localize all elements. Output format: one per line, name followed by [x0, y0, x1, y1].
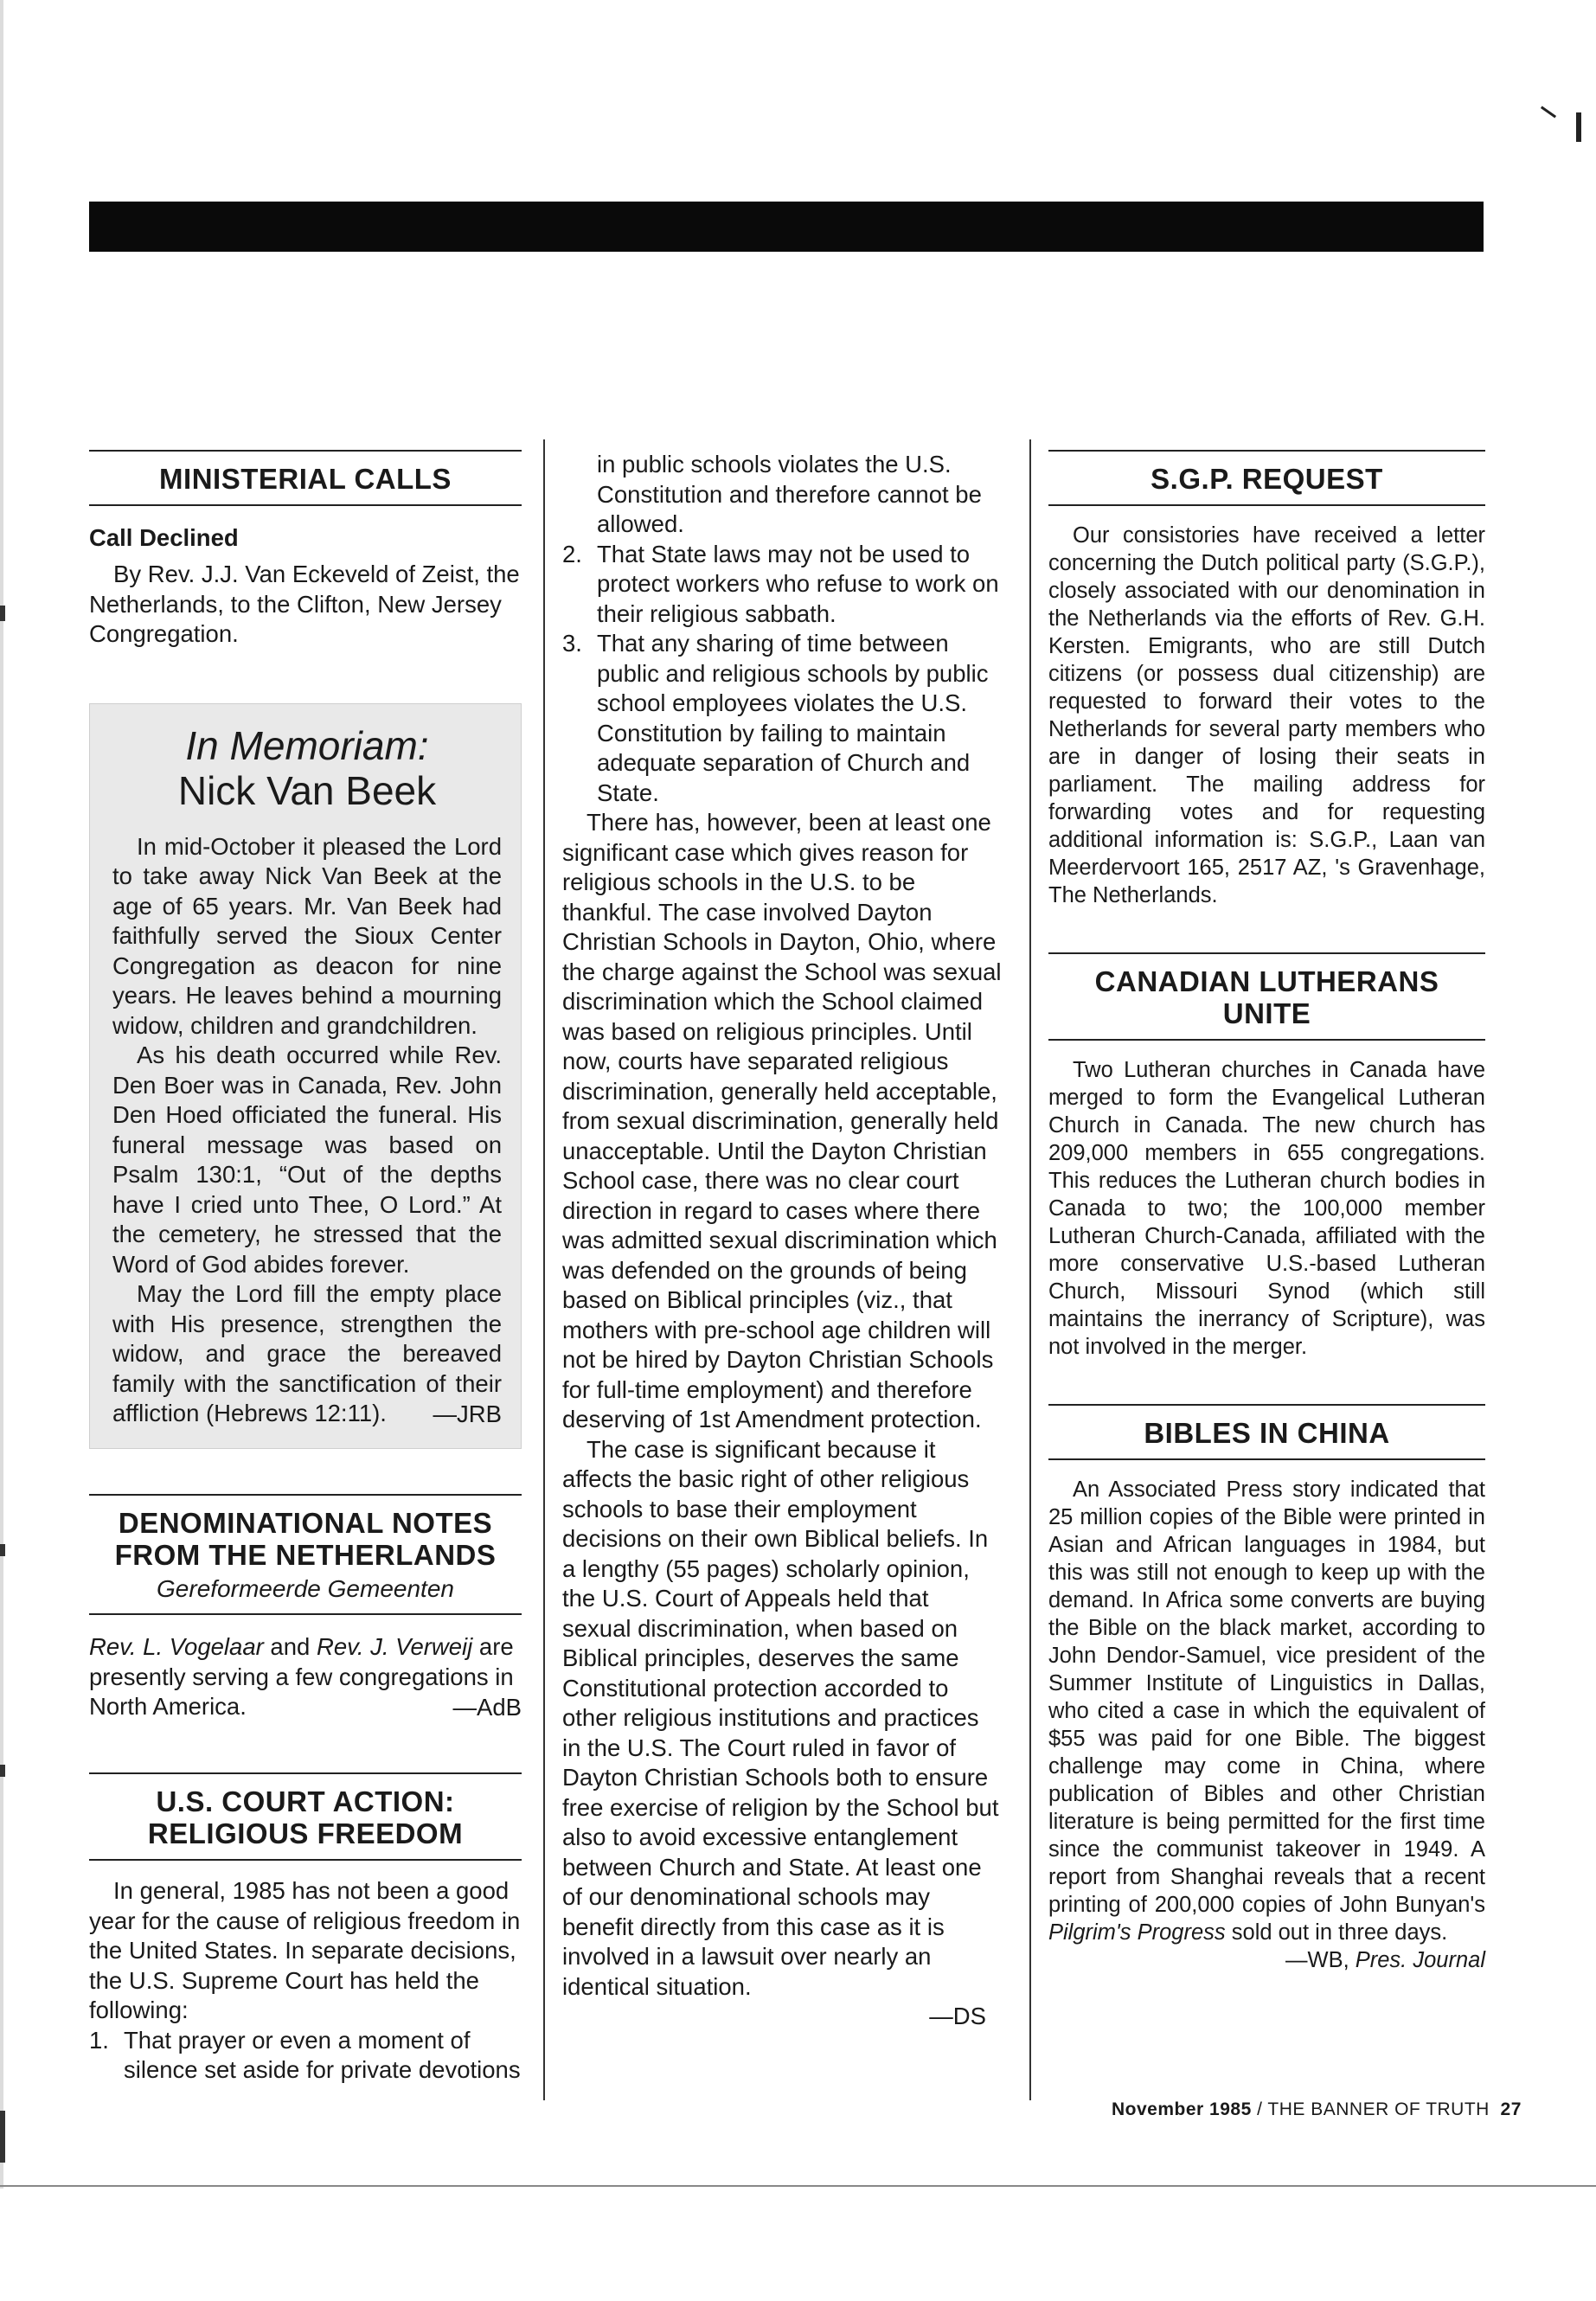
sgp-text: Our consistories have received a letter concerning the Dutch political party (S.G.P.), closely associated with our denomination in the Netherlands via the efforts of Rev. G.H. Kersten. Emigrants, who are still Dutch citizens (or possess dual citizenship) are requested to forward their votes to the Netherlands for several party members who are in danger of losing their seats in parliament. The mailing address for forwarding votes and for requesting additional information is: S.G.P., Laan van Meerdervoort 165, 2517 AZ, 's Gravenhage, The Netherlands. [1048, 522, 1485, 907]
scan-left-edge [0, 0, 3, 2189]
scan-mark [0, 2111, 5, 2163]
memoriam-paragraph: May the Lord fill the empty place with His presence, strengthen the widow, and grace the bereaved family with the sanctification of their affliction (Hebrews 12:11). [112, 1280, 502, 1427]
sgp-heading: S.G.P. REQUEST [1151, 463, 1383, 495]
court-list-item [89, 2026, 522, 2086]
column-middle [562, 450, 1003, 2032]
court-item-text: That prayer or even a moment of silence set aside for private devotions [124, 2026, 521, 2084]
list-number: 2. [562, 540, 582, 567]
list-number: 1. [89, 2026, 109, 2054]
section-rule [1048, 1039, 1485, 1041]
court-heading: U.S. COURT ACTION: RELIGIOUS FREEDOM [147, 1785, 464, 1850]
column-divider [1029, 439, 1031, 2100]
memoriam-paragraph: In mid-October it pleased the Lord to take away Nick Van Beek at the age of 65 years. Mr. Van Beek had faithfully served the Sioux Center Congregation as deacon for nine years. He leaves behind a mourning widow, children and grandchildren. [112, 832, 502, 1039]
bibles-heading: BIBLES IN CHINA [1144, 1416, 1390, 1449]
scan-mark [0, 1765, 5, 1777]
section-rule [1048, 1458, 1485, 1460]
column-left [89, 450, 522, 2086]
court-item-text: in public schools violates the U.S. Constitution and therefore cannot be allowed. [597, 451, 982, 537]
denominational-body: are presently serving a few congregations in North America. [89, 1633, 514, 1721]
court-list-item [562, 450, 1003, 540]
memoriam-title-name: Nick Van Beek [177, 767, 437, 813]
lutherans-text: Two Lutheran churches in Canada have merged to form the Evangelical Lutheran Church in Canada. The new church has 209,000 members in 655 congregations. This reduces the Lutheran church bodies in Canada to two; the 100,000 member Lutheran Church-Canada, affiliated with the more conservative U.S.-based Lutheran Church, Missouri Synod (which still maintains the inerrancy of Scripture), was not involved in the merger. [1048, 1057, 1485, 1359]
memoriam-title [112, 723, 502, 813]
court-list-item [562, 629, 1003, 808]
section-rule [89, 1613, 522, 1615]
denominational-subtitle: Gereformeerde Gemeenten [157, 1575, 454, 1603]
column-divider [543, 439, 545, 2100]
court-list [89, 2026, 522, 2086]
court-item-text: That State laws may not be used to protect workers who refuse to work on their religious sabbath. [597, 540, 999, 627]
bibles-book-title: Pilgrim's Progress [1048, 1920, 1226, 1945]
footer-page-number: 27 [1500, 2099, 1522, 2119]
memoriam-box [89, 703, 522, 1450]
footer-separator: / [1251, 2099, 1268, 2119]
scan-mark [1576, 112, 1581, 142]
bibles-signature-initials: —WB, [1285, 1947, 1356, 1972]
section-rule [89, 1859, 522, 1861]
footer-date: November 1985 [1112, 2099, 1252, 2119]
scan-mark [1541, 106, 1556, 119]
ministerial-heading: MINISTERIAL CALLS [159, 463, 452, 495]
bibles-signature [1048, 1946, 1485, 1974]
denominational-and: and [263, 1633, 317, 1661]
court-intro: In general, 1985 has not been a good year for the cause of religious freedom in the United States. In separate decisions, the U.S. Supreme Court has held the following: [89, 1877, 521, 2024]
ministerial-subhead: Call Declined [89, 523, 239, 551]
header-black-bar [89, 202, 1484, 252]
lutherans-heading: CANADIAN LUTHERANS UNITE [1094, 965, 1439, 1029]
denominational-name: Rev. J. Verweij [316, 1633, 473, 1661]
footer-publication: THE BANNER OF TRUTH [1267, 2099, 1490, 2119]
section-rule [1048, 504, 1485, 506]
denominational-heading: DENOMINATIONAL NOTES FROM THE NETHERLANDS [114, 1507, 497, 1572]
memoriam-title-italic: In Memoriam: [185, 722, 429, 768]
memoriam-paragraph: As his death occurred while Rev. Den Boer was in Canada, Rev. John Den Hoed officiated the funeral. His funeral message was based on Psalm 130:1, “Out of the depths have I cried unto Thee, O Lord.” At the cemetery, he stressed that the Word of God abides forever. [112, 1042, 502, 1278]
court-paragraph: The case is significant because it affects the basic right of other religious schools to base their employment decisions on their own Biblical beliefs. In a lengthy (55 pages) scholarly opinion, the U.S. Court of Appeals held that sexual discrimination, when based on Biblical principles, deserves the same Constitutional protection accorded to other religious institutions and practices in the U.S. The Court ruled in favor of Dayton Christian Schools both to ensure free exercise of religion by the School but also to avoid excessive entanglement between Church and State. At least one of our denominational schools may benefit directly from this case as it is involved in a lawsuit over nearly an identical situation. [562, 1435, 999, 2000]
scan-mark [0, 1544, 5, 1556]
scan-mark [0, 606, 5, 621]
court-paragraph: There has, however, been at least one significant case which gives reason for religious schools in the U.S. to be thankful. The case involved Dayton Christian Schools in Dayton, Ohio, where the charge against the School was sexual discrimination which the School claimed was based on religious principles. Until now, courts have separated religious discrimination, generally held acceptable, from sexual discrimination, generally held unacceptable. Until the Dayton Christian School case, there was no clear court direction in regard to cases where there was admitted sexual discrimination which was defended on the grounds of being based on Biblical principles (viz., that mothers with pre-school age children will not be hired by Dayton Christian Schools for full-time employment) and therefore deserving of 1st Amendment protection. [562, 809, 1002, 1433]
page-footer [1112, 2099, 1522, 2120]
list-number: 3. [562, 630, 582, 657]
section-rule [89, 504, 522, 506]
denominational-signature: —AdB [452, 1693, 522, 1721]
scan-bottom-edge [0, 2185, 1596, 2187]
denominational-name: Rev. L. Vogelaar [89, 1633, 264, 1661]
bibles-body: An Associated Press story indicated that 25 million copies of the Bible were printed in Asian and African languages in 1984, but this was still not enough to keep up with the demand. In Africa some converts are buying the Bible on the black market, according to John Dendor-Samuel, vice president of the Summer Institute of Linguistics in Dallas, who cited a case in which the equivalent of $55 was paid for one Bible. The biggest challenge may come in China, where publication of Bibles and other Christian literature is being permitted for the first time since the communist takeover in 1949. A report from Shanghai reveals that a recent printing of 200,000 copies of John Bunyan's [1048, 1477, 1485, 1917]
memoriam-signature: —JRB [433, 1400, 502, 1427]
court-item-text: That any sharing of time between public and religious schools by public school employees violates the U.S. Constitution by failing to maintain adequate separation of Church and State. [597, 630, 989, 806]
court-list-item [562, 540, 1003, 630]
court-signature: —DS [929, 2003, 986, 2029]
column-right [1048, 450, 1485, 1974]
bibles-text [1048, 1476, 1485, 1946]
ministerial-text: By Rev. J.J. Van Eckeveld of Zeist, the Netherlands, to the Clifton, New Jersey Congregation. [89, 561, 520, 648]
bibles-body-end: sold out in three days. [1225, 1920, 1448, 1945]
bibles-signature-source: Pres. Journal [1355, 1947, 1485, 1972]
court-list-continued [562, 450, 1003, 808]
